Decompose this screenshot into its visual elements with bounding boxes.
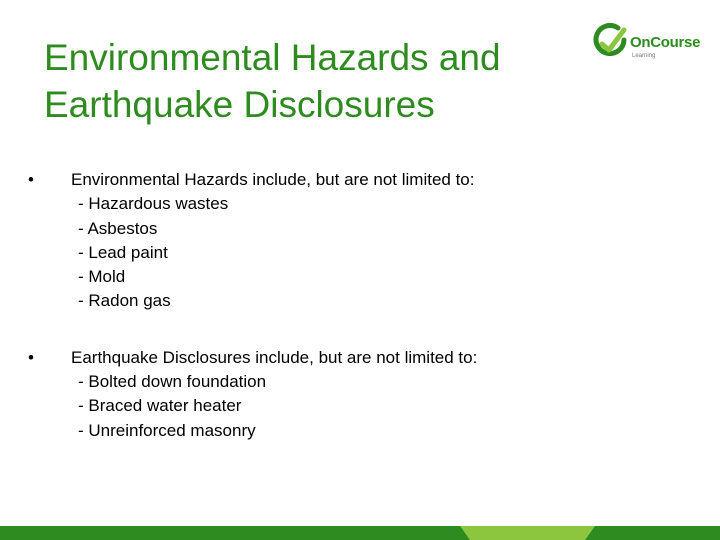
bullet-dot: •: [28, 347, 34, 367]
slide-title: [44, 34, 604, 128]
bullet-heading: Environmental Hazards include, but are not limited to:: [71, 170, 475, 189]
logo-subtitle: Learning: [632, 53, 656, 59]
sub-item-braced-water-heater: - Braced water heater: [78, 396, 242, 416]
title-line-1: Environmental Hazards and: [44, 37, 501, 78]
check-mark-circle-icon: [590, 20, 634, 66]
sub-item-mold: - Mold: [78, 267, 126, 287]
sub-item-unreinforced-masonry: - Unreinforced masonry: [78, 420, 256, 440]
sub-item-asbestos: - Asbestos: [78, 218, 158, 238]
sub-item-lead-paint: - Lead paint: [78, 242, 168, 262]
footer-band: [0, 526, 720, 540]
footer-band-accent: [460, 526, 595, 540]
logo-name: OnCourse: [630, 34, 701, 51]
title-line-2: Earthquake Disclosures: [44, 84, 435, 125]
footer-band-dark: [0, 526, 720, 540]
oncourse-logo: [590, 20, 700, 66]
sub-item-bolted-foundation: - Bolted down foundation: [78, 372, 267, 392]
slide-content: [28, 168, 688, 443]
sub-item-hazardous-wastes: - Hazardous wastes: [78, 194, 229, 214]
earthquake-disclosures-bullet: [28, 346, 688, 443]
sub-item-radon-gas: - Radon gas: [78, 291, 171, 311]
bullet-heading: Earthquake Disclosures include, but are not limited to:: [71, 347, 478, 367]
bullet-dot: •: [28, 170, 34, 189]
environmental-hazards-bullet: [28, 168, 688, 314]
